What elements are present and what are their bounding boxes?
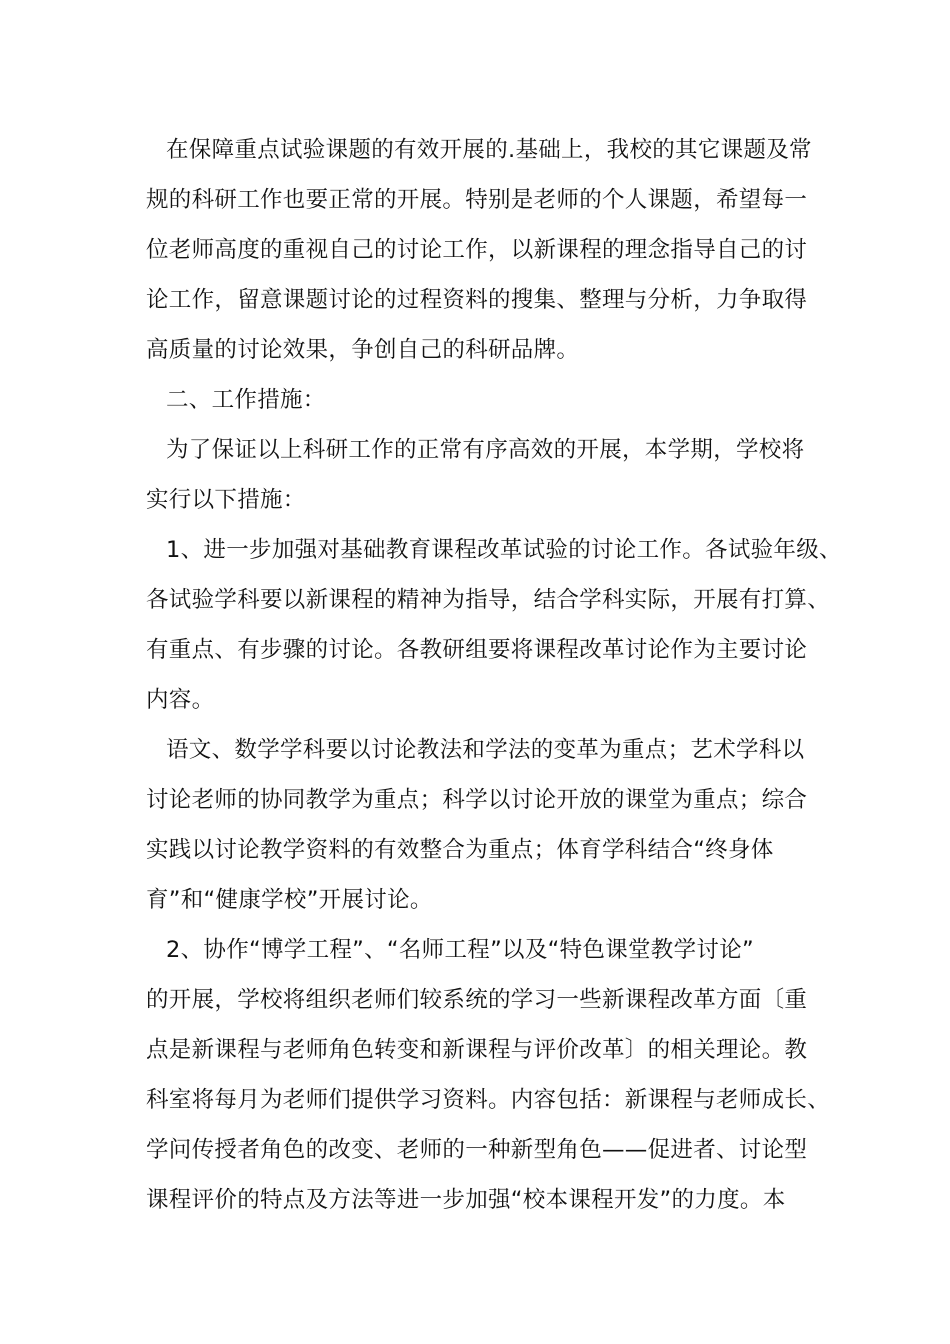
section-heading: 二、工作措施：	[166, 387, 326, 413]
text-line: 科室将每月为老师们提供学习资料。内容包括：新课程与老师成长、	[146, 1087, 831, 1113]
text-line: 位老师高度的重视自己的讨论工作，以新课程的理念指导自己的讨	[146, 237, 808, 263]
text-line: 为了保证以上科研工作的正常有序高效的开展，本学期，学校将	[166, 437, 805, 463]
text-line: 1、进一步加强对基础教育课程改革试验的讨论工作。各试验年级、	[166, 537, 842, 563]
text-line: 学问传授者角色的改变、老师的一种新型角色——促进者、讨论型	[146, 1137, 808, 1163]
text-line: 高质量的讨论效果，争创自己的科研品牌。	[146, 337, 580, 363]
text-line: 有重点、有步骤的讨论。各教研组要将课程改革讨论作为主要讨论	[146, 637, 808, 663]
text-line: 的开展，学校将组织老师们较系统的学习一些新课程改革方面〔重	[146, 987, 808, 1013]
text-line: 讨论老师的协同教学为重点；科学以讨论开放的课堂为重点；综合	[146, 787, 808, 813]
text-line: 实行以下措施：	[146, 487, 306, 513]
text-line: 点是新课程与老师角色转变和新课程与评价改革〕的相关理论。教	[146, 1037, 808, 1063]
text-line: 课程评价的特点及方法等进一步加强“校本课程开发”的力度。本	[146, 1187, 786, 1213]
text-line: 育”和“健康学校”开展讨论。	[146, 887, 433, 913]
text-line: 在保障重点试验课题的有效开展的.基础上，我校的其它课题及常	[166, 137, 812, 163]
text-line: 规的科研工作也要正常的开展。特别是老师的个人课题，希望每一	[146, 187, 808, 213]
text-line: 实践以讨论教学资料的有效整合为重点；体育学科结合“终身体	[146, 837, 774, 863]
text-line: 2、协作“博学工程”、“名师工程”以及“特色课堂教学讨论”	[166, 937, 754, 963]
text-line: 内容。	[146, 687, 215, 713]
text-line: 各试验学科要以新课程的精神为指导，结合学科实际，开展有打算、	[146, 587, 831, 613]
text-line: 论工作，留意课题讨论的过程资料的搜集、整理与分析，力争取得	[146, 287, 808, 313]
text-line: 语文、数学学科要以讨论教法和学法的变革为重点；艺术学科以	[166, 737, 805, 763]
